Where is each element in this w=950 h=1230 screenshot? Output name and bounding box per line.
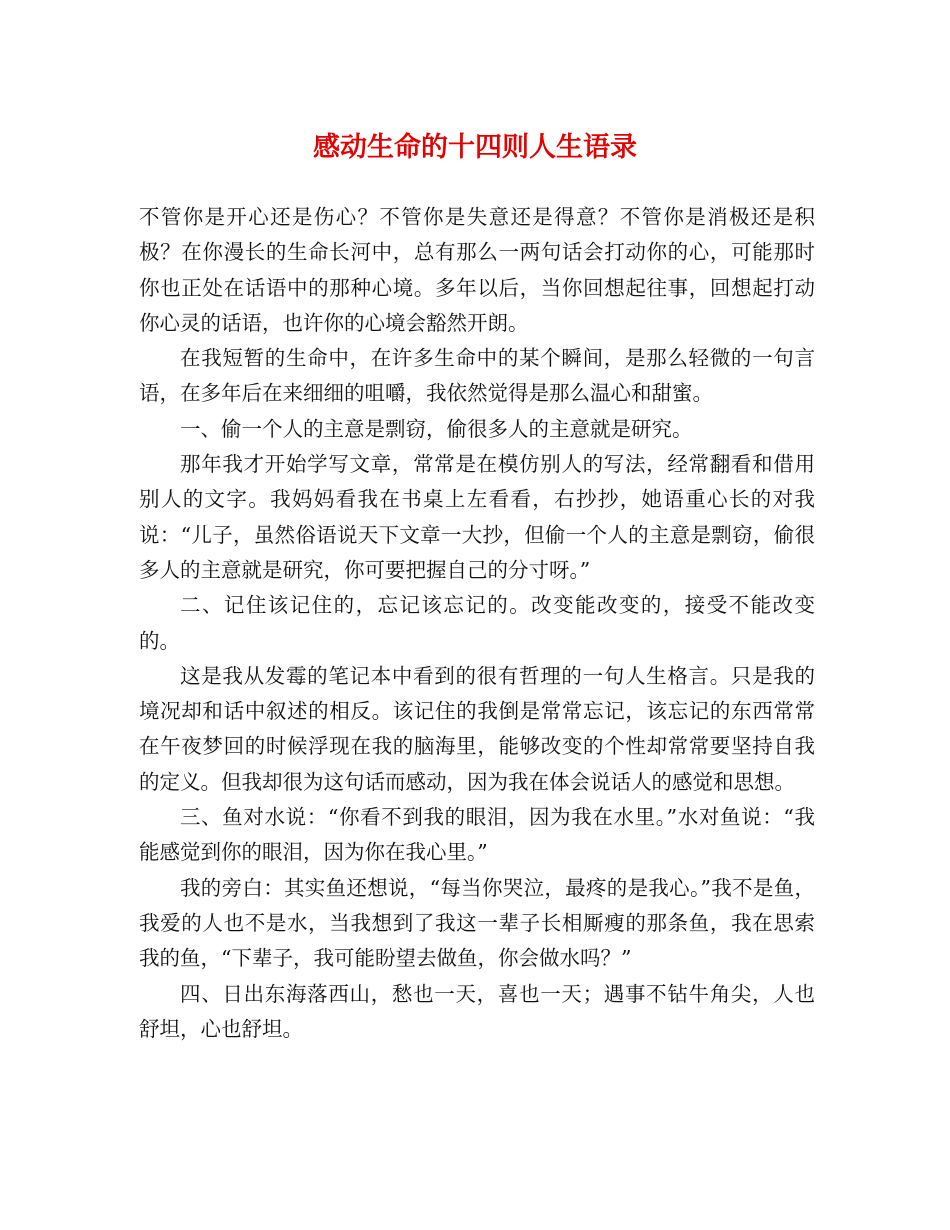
quote-heading-2: 二、记住该记住的，忘记该忘记的。改变能改变的，接受不能改变的。 (139, 593, 815, 653)
paragraph: 这是我从发霉的笔记本中看到的很有哲理的一句人生格言。只是我的境况却和话中叙述的相反。该记住的我倒是常常忘记，该忘记的东西常常在午夜梦回的时候浮现在我的脑海里，能够改变的个性却常常要坚持自我的定义。但我却很为这句话而感动，因为我在体会说话人的感觉和思想。 (139, 663, 815, 794)
quote-heading-3: 三、鱼对水说：“你看不到我的眼泪，因为我在水里。”水对鱼说：“我能感觉到你的眼泪，因为你在我心里。” (139, 805, 815, 865)
paragraph: 那年我才开始学写文章，常常是在模仿别人的写法，经常翻看和借用别人的文字。我妈妈看我在书桌上左看看，右抄抄，她语重心长的对我说：“儿子，虽然俗语说天下文章一大抄，但偷一个人的主意是剽窃，偷很多人的主意就是研究，你可要把握自己的分寸呀。” (139, 452, 815, 582)
paragraph-intro: 不管你是开心还是伤心？不管你是失意还是得意？不管你是消极还是积极？在你漫长的生命长河中，总有那么一两句话会打动你的心，可能那时你也正处在话语中的那种心境。多年以后，当你回想起往事，回想起打动你心灵的话语，也许你的心境会豁然开朗。 (139, 205, 815, 335)
paragraph: 在我短暂的生命中，在许多生命中的某个瞬间，是那么轻微的一句言语，在多年后在来细细的咀嚼，我依然觉得是那么温心和甜蜜。 (139, 346, 815, 406)
document-title: 感动生命的十四则人生语录 (313, 132, 637, 163)
quote-heading-1: 一、偷一个人的主意是剽窃，偷很多人的主意就是研究。 (180, 416, 693, 441)
quote-heading-4: 四、日出东海落西山，愁也一天，喜也一天；遇事不钻牛角尖，人也舒坦，心也舒坦。 (139, 981, 815, 1041)
document-body (139, 200, 815, 1047)
paragraph: 我的旁白：其实鱼还想说，“每当你哭泣，最疼的是我心。”我不是鱼，我爱的人也不是水，当我想到了我这一辈子长相厮瘦的那条鱼，我在思索我的鱼，“下辈子，我可能盼望去做鱼，你会做水吗？” (139, 875, 815, 971)
